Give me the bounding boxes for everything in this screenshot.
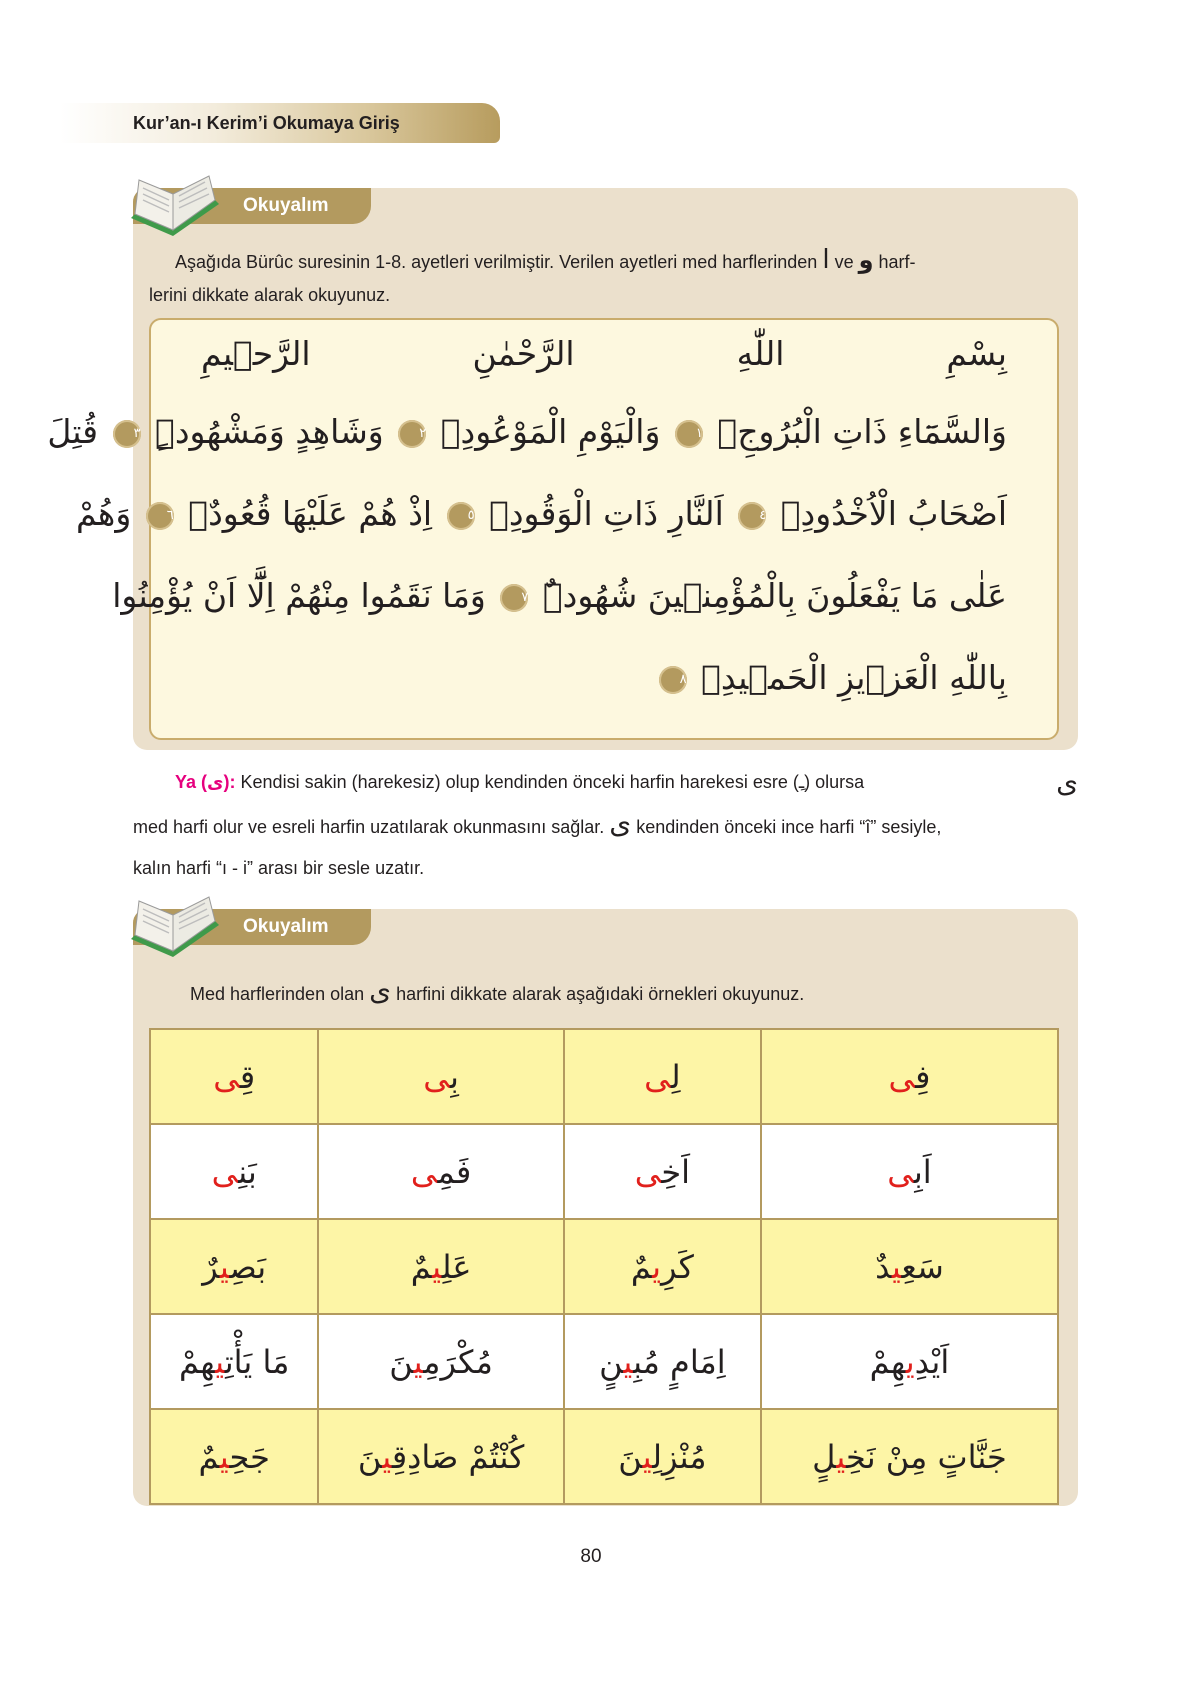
word-part: رٌ (202, 1247, 220, 1286)
word-part: فَمِ (437, 1152, 472, 1191)
table-row (150, 1409, 1058, 1504)
verse-text: اَلنَّارِ ذَاتِ الْوَقُودِۙ (489, 494, 724, 533)
verse-line (201, 334, 1007, 373)
highlighted-ya: ي (642, 1437, 653, 1476)
instruction-text: Aşağıda Bürûc suresinin 1-8. ayetleri verilmiştir. Verilen ayetleri med harflerinden ا ve و harf- (175, 245, 916, 275)
word-part: اَخِ (661, 1152, 691, 1191)
highlighted-ya: ى (644, 1057, 671, 1096)
ayah-number-marker: ٣ (113, 420, 141, 448)
verse-text: وَالْيَوْمِ الْمَوْعُودِۙ (440, 412, 661, 451)
example-word-cell (318, 1409, 563, 1504)
word-part: فِ (915, 1057, 931, 1096)
highlighted-ya: ى (423, 1057, 450, 1096)
verse-text: وَمَا نَقَمُوا مِنْهُمْ اِلَّٓا اَنْ يُؤْمِنُوا (112, 576, 486, 615)
word-part: بِ (449, 1057, 459, 1096)
verse-line (201, 658, 1007, 697)
ayah-number-marker: ٢ (398, 420, 426, 448)
chapter-title: Kur’an-ı Kerim’i Okumaya Giriş (133, 113, 400, 133)
highlighted-ya: ي (891, 1247, 902, 1286)
word-part: كَرِ (661, 1247, 694, 1286)
ya-paragraph: Ya (ى): Kendisi sakin (harekesiz) olup kendinden önceki harfin harekesi esre (ِـ) olursa ى med harfi olur ve esreli harfin uzatılarak okunmasını sağlar. ى kendinden önceki ince harfi “î” sesiyle, kalın harfi “ı - i” arası bir sesle uzatır. (133, 762, 1078, 889)
examples-table (149, 1028, 1059, 1505)
example-word-cell (761, 1029, 1058, 1124)
instruction-text-cont: lerini dikkate alarak okuyunuz. (149, 285, 391, 305)
word-part: هِمْ (179, 1342, 216, 1381)
verse-text: وَالسَّمَٓاءِ ذَاتِ الْبُرُوجِۙ (717, 412, 1007, 451)
ayah-number-marker: ٤ (738, 502, 766, 530)
highlighted-ya: ى (211, 1152, 239, 1191)
example-word-cell (318, 1029, 563, 1124)
word-part: اَبِ (913, 1152, 932, 1191)
example-word-cell (318, 1314, 563, 1409)
table-row (150, 1314, 1058, 1409)
word-part: سَعِ (901, 1247, 944, 1286)
highlighted-ya: ي (413, 1342, 424, 1381)
highlighted-ya: ي (836, 1437, 847, 1476)
table-row (150, 1219, 1058, 1314)
letter-ya: ى (609, 807, 632, 840)
example-word-cell (761, 1219, 1058, 1314)
verse-text: عَلٰى مَا يَفْعَلُونَ بِالْمُؤْمِن۪ينَ شُهُودٌۜ (542, 576, 1007, 615)
example-word-cell (150, 1124, 318, 1219)
verse-text: اِذْ هُمْ عَلَيْهَا قُعُودٌۙ (188, 494, 433, 533)
highlighted-ya: ي (215, 1342, 225, 1381)
example-word-cell (761, 1409, 1058, 1504)
reading-box-2 (133, 909, 1078, 1506)
word-part: لِ (670, 1057, 681, 1096)
verse-text: اَصْحَابُ الْاُخْدُودِۙ (780, 494, 1007, 533)
highlighted-ya: ى (634, 1152, 662, 1191)
letter-waw: و (858, 246, 874, 274)
word-part: نَ (357, 1437, 383, 1476)
word-part: نَ (389, 1342, 414, 1381)
ya-label: Ya (ى): (175, 772, 236, 793)
example-word-cell (318, 1124, 563, 1219)
letter-ya: ى (369, 974, 392, 1007)
chapter-header (60, 103, 500, 143)
open-book-icon (125, 174, 225, 244)
ayah-number-marker: ٨ (659, 666, 687, 694)
verse-text: بِاللّٰهِ الْعَز۪يزِ الْحَم۪يدِۙ (701, 658, 1007, 697)
word-part: بَنِ (238, 1152, 257, 1191)
letter-ya: ى (1056, 766, 1078, 799)
highlighted-ya: ي (382, 1437, 392, 1476)
open-book-icon (125, 895, 225, 965)
example-word-cell (564, 1314, 761, 1409)
example-word-cell (564, 1029, 761, 1124)
word-part: هِمْ (869, 1342, 906, 1381)
example-word-cell (150, 1219, 318, 1314)
word-part: مٌ (410, 1247, 433, 1286)
verse-text: قُتِلَ (47, 412, 99, 451)
ayah-number-marker: ٥ (447, 502, 475, 530)
word-part: اِمَامٍ مُبِ (633, 1342, 726, 1381)
verse-text: وَهُمْ (75, 494, 132, 533)
word-part: قِ (239, 1057, 256, 1096)
example-word-cell (761, 1314, 1058, 1409)
word-part: بَصِ (229, 1247, 267, 1286)
ayah-number-marker: ٧ (500, 584, 528, 612)
highlighted-ya: ي (219, 1437, 230, 1476)
word-part: عَلِ (441, 1247, 472, 1286)
highlighted-ya: ي (432, 1247, 442, 1286)
section-tab-label: Okuyalım (243, 195, 329, 216)
reading-box-1 (47, 188, 1078, 750)
word-part: مٌ (630, 1247, 653, 1286)
example-word-cell (150, 1029, 318, 1124)
word-part: دٌ (875, 1247, 892, 1286)
verse-line (75, 494, 1007, 533)
example-word-cell (564, 1219, 761, 1314)
word-part: جَنَّاتٍ مِنْ نَخِ (846, 1437, 1007, 1476)
word-part: مَا يَأْتِ (224, 1342, 290, 1381)
verse-text: بِسْمِ اللّٰهِ الرَّحْمٰنِ الرَّح۪يمِ (201, 334, 1007, 373)
verse-line (112, 576, 1007, 615)
word-part: مُكْرَمِ (423, 1342, 493, 1381)
verses-panel (47, 318, 1059, 740)
example-word-cell (564, 1409, 761, 1504)
highlighted-ya: ي (219, 1247, 230, 1286)
instruction-text: Med harflerinden olan ى harfini dikkate alarak aşağıdaki örnekleri okuyunuz. (190, 974, 805, 1007)
word-part: مُنْزِلِ (652, 1437, 707, 1476)
ayah-number-marker: ١ (675, 420, 703, 448)
example-word-cell (761, 1124, 1058, 1219)
highlighted-ya: ى (887, 1152, 914, 1191)
verse-line (47, 412, 1007, 451)
table-row (150, 1124, 1058, 1219)
table-row (150, 1029, 1058, 1124)
highlighted-ya: ى (213, 1057, 240, 1096)
word-part: نٍ (599, 1342, 624, 1381)
verse-text: وَشَاهِدٍ وَمَشْهُودٍۜ (155, 412, 384, 451)
example-word-cell (564, 1124, 761, 1219)
word-part: جَحِ (229, 1437, 270, 1476)
highlighted-ya: ى (410, 1152, 438, 1191)
example-word-cell (150, 1409, 318, 1504)
example-word-cell (150, 1314, 318, 1409)
ayah-number-marker: ٦ (146, 502, 174, 530)
example-word-cell (318, 1219, 563, 1314)
highlighted-ya: ى (888, 1057, 916, 1096)
highlighted-ya: ي (623, 1342, 634, 1381)
word-part: كُنْتُمْ صَادِقِ (391, 1437, 525, 1476)
word-part: لٍ (812, 1437, 837, 1476)
word-part: اَيْدِ (914, 1342, 950, 1381)
page-number: 80 (580, 1546, 602, 1567)
letter-alif: ا (822, 245, 830, 275)
section-tab-label: Okuyalım (243, 916, 329, 937)
word-part: نَ (618, 1437, 643, 1476)
highlighted-ya: ي (905, 1342, 915, 1381)
highlighted-ya: ي (652, 1247, 662, 1286)
word-part: مٌ (198, 1437, 220, 1476)
